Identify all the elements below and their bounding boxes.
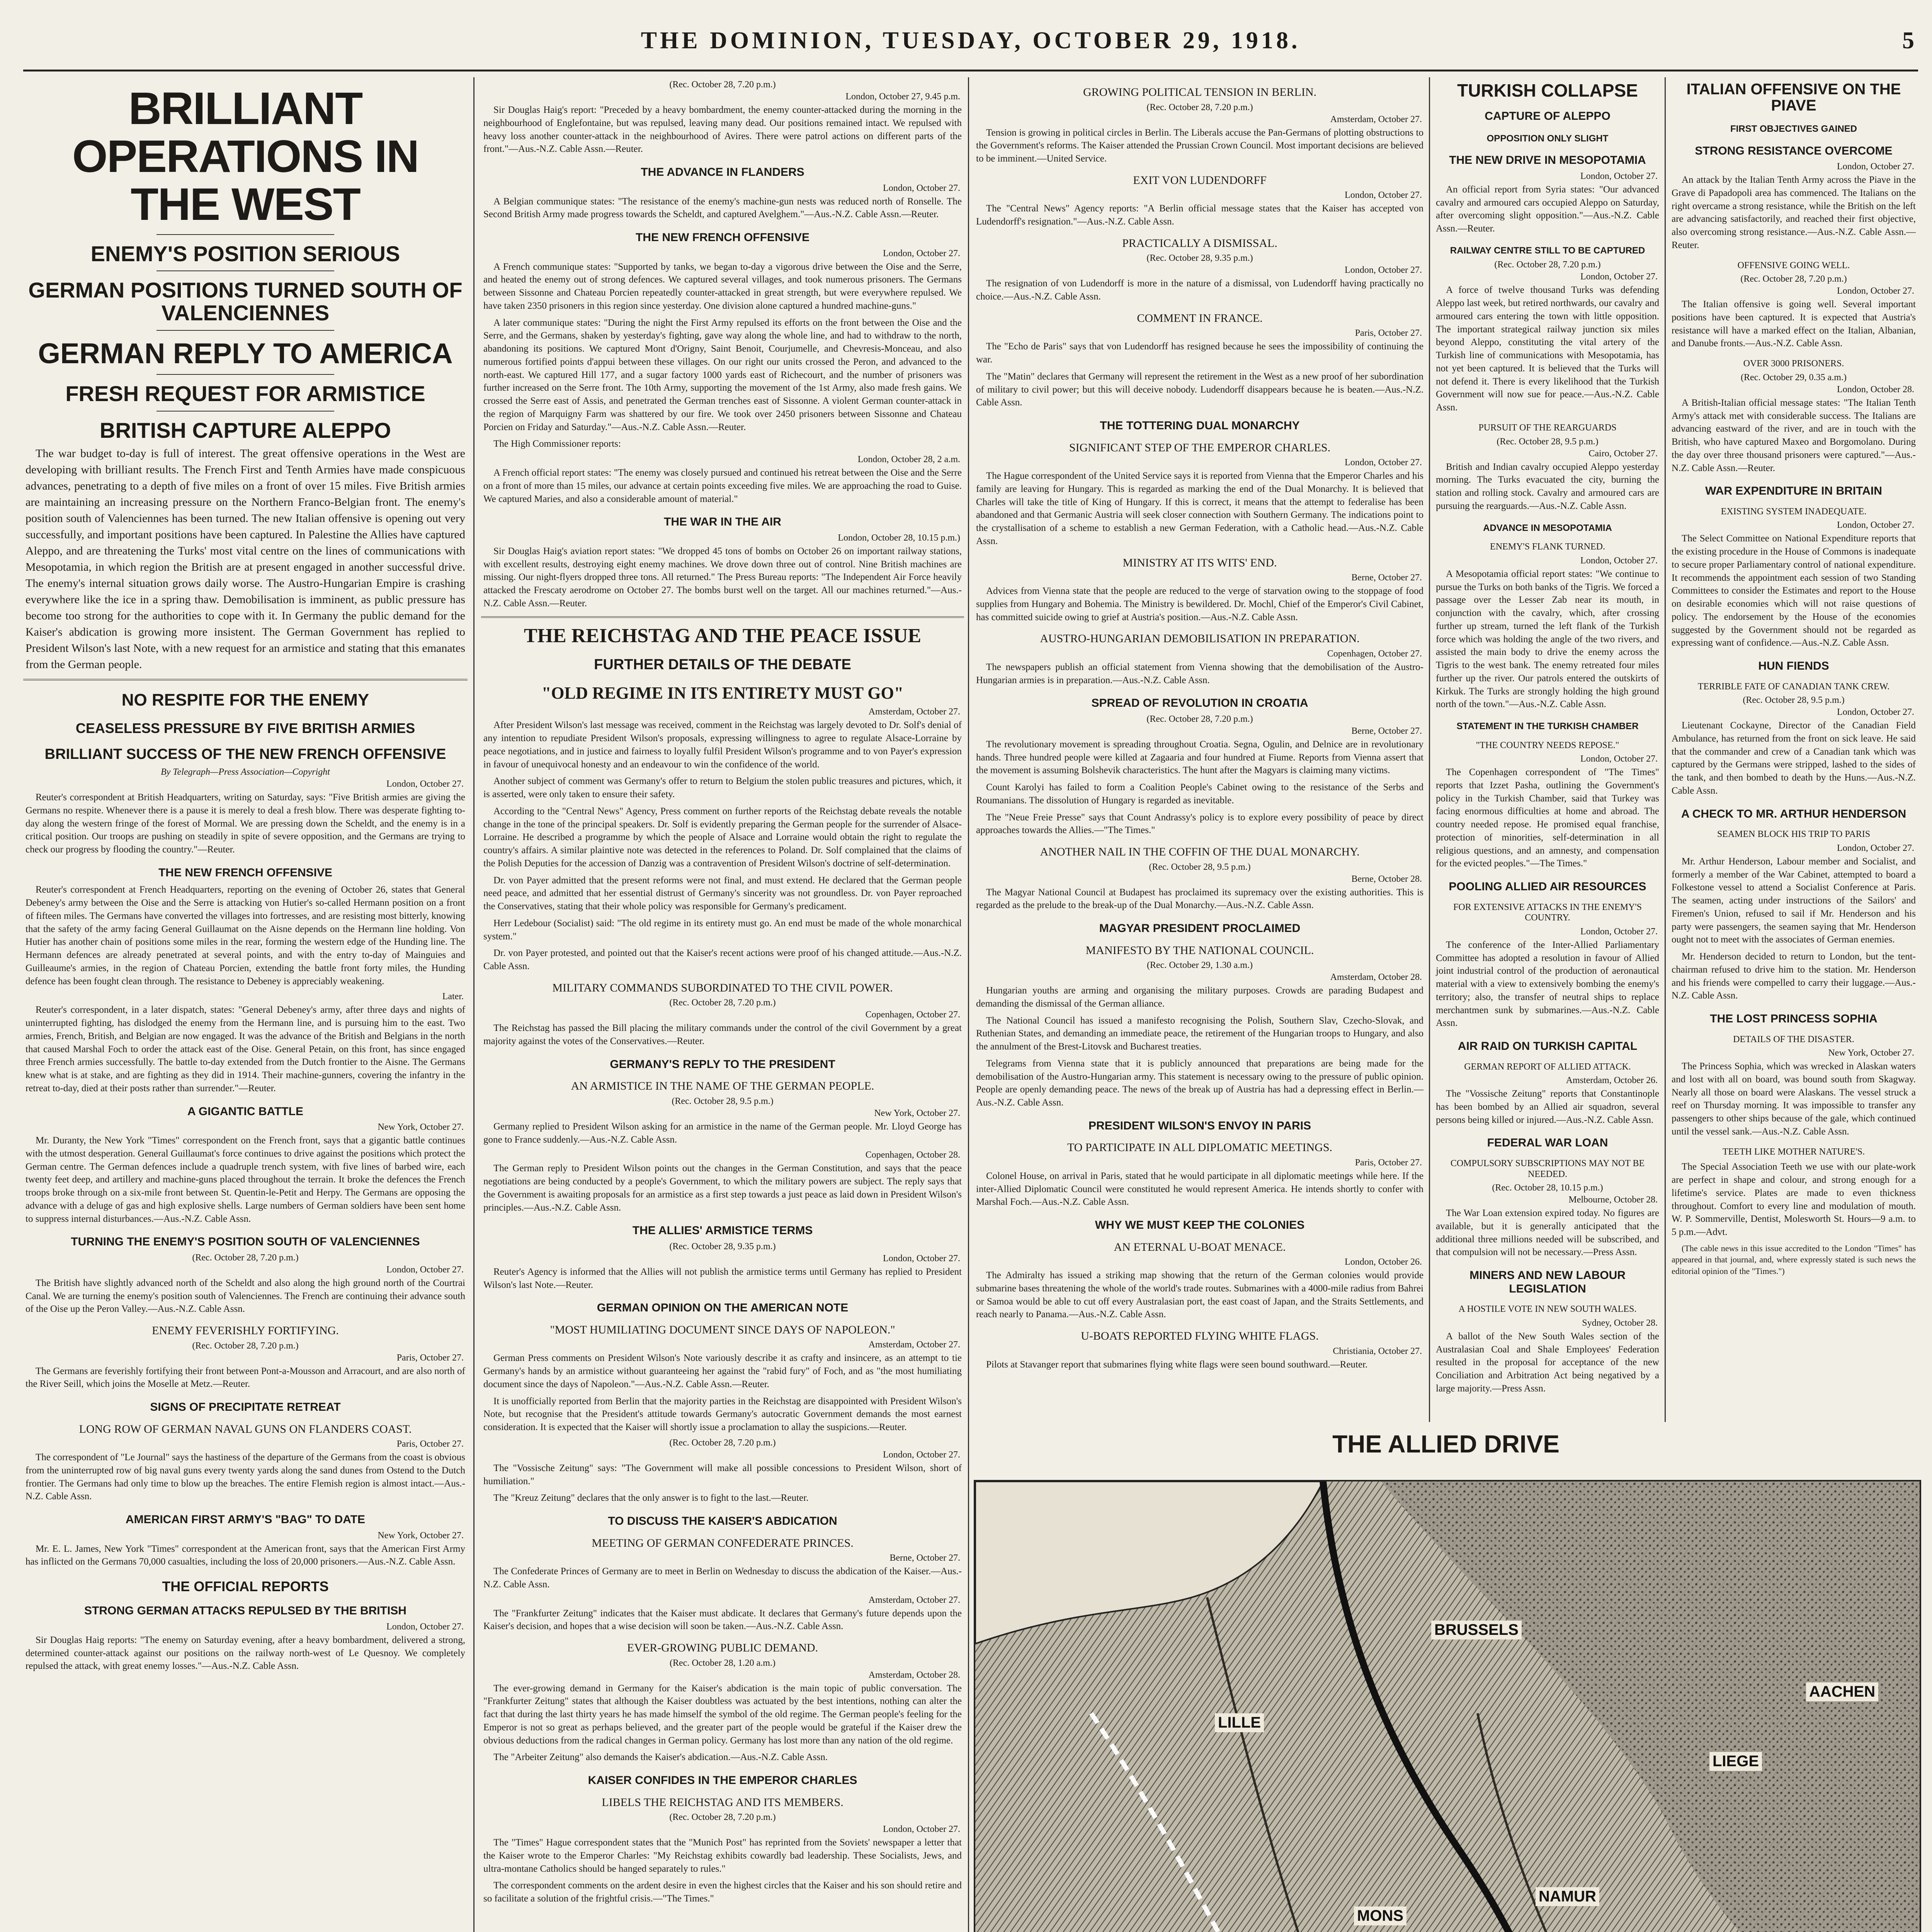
section-heading: HUN FIENDS [1758,660,1829,673]
paragraph: The High Commissioner reports: [493,439,621,449]
section-heading: STRONG GERMAN ATTACKS REPULSED BY THE BRITISH [84,1604,406,1617]
section-heading: LIBELS THE REICHSTAG AND ITS MEMBERS. [602,1796,844,1809]
dateline: London, October 27. [1837,707,1914,718]
masthead [23,23,1918,71]
section-heading: RAILWAY CENTRE STILL TO BE CAPTURED [1450,245,1645,256]
dateline: London, October 28. [1837,384,1914,395]
masthead-title: THE DOMINION, TUESDAY, OCTOBER 29, 1918. [641,27,1301,54]
divider [156,270,334,271]
paragraph: Mr. Duranty, the New York "Times" correspondent on the French front, says that a gigantic battle continues with the utmost desperation. General Guillaumat's force continues to drive against the positions which protect the German centre. The German defences include a quadruple trench system, with five lines of barbed wire, each twenty feet deep, and artillery and machine-guns placed throughout the terrain. It broke the defences the French troops broke through on a six-mile front between St. Quentin-le-Petit and Herpy. The Germans are opposing the advance with a deluge of gas and high explosive shells. Large numbers of German soldiers have been sent home to suppress internal disturbances.—Aus.-N.Z. Cable Assn. [26,1135,465,1224]
dateline: New York, October 27. [378,1530,464,1541]
dateline: London, October 27. [1580,555,1658,566]
column-rule [1665,77,1666,1422]
map-town-label: NAMUR [1536,1887,1599,1906]
paragraph: Hungarian youths are arming and organising the military purposes. Crowds are parading Budapest and demanding the dismissal of the German alliance. [976,985,1423,1009]
section-heading: MAGYAR PRESIDENT PROCLAIMED [1099,922,1301,935]
section-heading: THE OFFICIAL REPORTS [162,1578,329,1595]
section-heading: FIRST OBJECTIVES GAINED [1730,124,1857,134]
section-heading: WAR EXPENDITURE IN BRITAIN [1705,485,1882,498]
paragraph: A British-Italian official message states: "The Italian Tenth Army's attack met with considerable success. The Italians are advancing eastward of the river, and are in touch with the British, who have captured Maxeo and Borgomolano. During the day over three thousand prisoners were captured."—Aus.-N.Z. Cable Assn.—Reuter. [1672,397,1916,473]
received-line: (Rec. October 28, 9.5 p.m.) [1743,695,1845,706]
dateline: Amsterdam, October 28. [868,1670,960,1680]
column-rule [473,77,474,1932]
paragraph: The Princess Sophia, which was wrecked in Alaskan waters and lost with all on board, was bound south from Skagway. Nearly all those on board were Alaskans. The vessel struck a reef on Thursday morning. It was impossible to transfer any passengers to other ships because of the gale, which continued until the vessel sank.—Aus.-N.Z. Cable Assn. [1672,1061,1916,1137]
dateline: London, October 27. [883,1253,960,1264]
dateline: Amsterdam, October 26. [1566,1075,1658,1086]
dateline: London, October 27. [1580,272,1658,282]
paragraph: After President Wilson's last message was received, comment in the Reichstag was largely devoted to Dr. Solf's denial of any intention to repudiate President Wilson's proposals, expressing willingness to agree to regulate Alsace-Lorraine by peace negotiations, and in justice and fairness to loyally fulfil President Wilson's programme and to von Payer's expression in favour of unequivocal honesty and an endeavour to win the confidence of the world. [483,720,962,770]
section-heading: KAISER CONFIDES IN THE EMPEROR CHARLES [588,1774,857,1787]
section-heading: POOLING ALLIED AIR RESOURCES [1449,880,1646,893]
paragraph: Germany replied to President Wilson asking for an armistice in the name of the German people. Mr. Lloyd George has gone to France suddenly.—Aus.-N.Z. Cable Assn. [483,1121,962,1145]
map-town-label: LILLE [1215,1713,1264,1732]
section-heading: EXISTING SYSTEM INADEQUATE. [1721,506,1867,517]
section-heading: TERRIBLE FATE OF CANADIAN TANK CREW. [1697,681,1890,692]
section-heading: THE LOST PRINCESS SOPHIA [1710,1012,1878,1026]
subheadline: GERMAN POSITIONS TURNED SOUTH OF VALENCIENNES [28,278,463,325]
dateline: London, October 27. [1580,171,1658,181]
dateline: London, October 27. [1345,265,1422,276]
dateline: London, October 27. [1345,457,1422,468]
received-line: (Rec. October 28, 7.20 p.m.) [669,80,776,90]
divider [156,411,334,412]
paragraph: The "Kreuz Zeitung" declares that the only answer is to fight to the last.—Reuter. [493,1493,809,1503]
paragraph: The "Neue Freie Presse" says that Count Andrassy's policy is to explore every possibility of peace by direct approaches towards the Allies.—"The Times." [976,812,1423,836]
paragraph: The Italian offensive is going well. Several important positions have been captured. It is expected that Austria's resistance will have a marked effect on the Italian, Albanian, and Danube fronts.—Aus.-N.Z. Cable Assn. [1672,299,1916,349]
received-line: (Rec. October 28, 7.20 p.m.) [192,1252,299,1263]
headline: TURKISH COLLAPSE [1457,80,1638,100]
paragraph: The Hague correspondent of the United Service says it is reported from Vienna that the Emperor Charles and his family are leaving for Hungary. This is regarded as marking the end of the Dual Monarchy. It is believed that Charles will take the title of King of Hungary. If this is correct, it means that the attempt to federalise has been abandoned and that Germanic Austria will seek closer connection with Southern Germany. The indications point to the crystallisation of a scheme to establish a new German Federation, with a Catholic head.—Aus.-N.Z. Cable Assn. [976,471,1423,546]
section-heading: SIGNIFICANT STEP OF THE EMPEROR CHARLES. [1069,441,1331,454]
paragraph: A force of twelve thousand Turks was defending Aleppo last week, but retired northwards, our cavalry and armoured cars entering the town with little opposition. The important strategical railway junction six miles beyond Aleppo, constituting the vital artery of the Turkish line of communications with Mesopotamia, has not yet been captured. It is believed that the Turks will not defend it. There is every likelihood that the Turkish Government will now sue for peace.—Aus.-N.Z. Cable Assn. [1436,285,1659,413]
paragraph: Sir Douglas Haig's aviation report states: "We dropped 45 tons of bombs on October 26 on important railway stations, with excellent results, destroying eight enemy machines. We drove down three out of control. Nine British machines are missing. Our night-flyers dropped three tons. All returned." The Press Bureau reports: "The Independent Air Force heavily attacked the Frescaty aerodrome on October 27. The bombs burst well on the target. All our machines returned."—Aus.-N.Z. Cable Assn.—Reuter. [483,546,962,609]
section-heading: GERMAN REPORT OF ALLIED ATTACK. [1464,1061,1631,1072]
received-line: (Rec. October 28, 10.15 p.m.) [1492,1183,1603,1193]
paragraph: The revolutionary movement is spreading throughout Croatia. Segna, Ogulin, and Delnice are in revolutionary hands. Three hundred people were killed at Zagaaria and four hundred at Fiume. Reports from Vienna assert that the movement is assuming Bolshevik characteristics. The hunt after the Magyars is claiming many victims. [976,739,1423,776]
dateline: London, October 27, 9.45 p.m. [845,92,960,102]
paragraph: The Magyar National Council at Budapest has proclaimed its supremacy over the existing authorities. This is regarded as the prelude to the break-up of the Dual Monarchy.—Aus.-N.Z. Cable Assn. [976,887,1423,911]
paragraph: The ever-growing demand in Germany for the Kaiser's abdication is the main topic of public conversation. The "Frankfurter Zeitung" states that although the Kaiser doubtless was actuated by the best intentions, nothing can alter the fact that during the last thirty years he has made himself the symbol of the old regime. The German people's feeling for the Emperor is not so great as perhaps believed, and the greater part of the people would be grateful if the Kaiser drew the obvious deductions from the radical changes in German policy. Germany has lost more than any nation of the old regime. [483,1683,962,1746]
map-town-label: AACHEN [1806,1682,1878,1701]
section-heading: TO PARTICIPATE IN ALL DIPLOMATIC MEETINGS. [1067,1141,1332,1154]
dateline: London, October 27. [883,1449,960,1460]
headline: BRILLIANT OPERATIONS IN THE WEST [72,83,419,230]
section-heading: THE TOTTERING DUAL MONARCHY [1100,419,1300,432]
dateline: Amsterdam, October 27. [1330,114,1422,124]
paragraph: The Admiralty has issued a striking map showing that the return of the German colonies would provide submarine bases threatening the whole of the world's trade routes. Submarines with a 4000-mile radius from Bahrei or Samoa would be able to cut off every Australasian port, the east coast of Japan, and the Straits Settlements, and reach nearly to Panama.—Aus.-N.Z. Cable Assn. [976,1270,1423,1320]
paragraph: The "Echo de Paris" says that von Ludendorff has resigned because he sees the impossibility of continuing the war. [976,341,1423,365]
section-heading: NO RESPITE FOR THE ENEMY [121,690,369,710]
paragraph: The Select Committee on National Expenditure reports that the existing procedure in the House of Commons is inadequate to secure proper Parliamentary control of national expenditure. It recommends the appointment each session of two Standing Committees to consider the Estimates and report to the House on desirable economies which will not raise questions of policy. The endorsement by the House of the economies suggested by the Government should not be regarded as expressing want of confidence.—Aus.-N.Z. Cable Assn. [1672,533,1916,648]
section-heading: FOR EXTENSIVE ATTACKS IN THE ENEMY'S COUNTRY. [1453,902,1642,923]
received-line: (Rec. October 28, 7.20 p.m.) [669,998,776,1008]
map-town-label: BRUSSELS [1431,1621,1522,1639]
byline: By Telegraph—Press Association—Copyright [161,767,330,777]
section-heading: U-BOATS REPORTED FLYING WHITE FLAGS. [1081,1330,1319,1342]
paragraph: The "Times" Hague correspondent states that the "Munich Post" has reprinted from the Soviets' newspaper a letter that the Kaiser wrote to the Emperor Charles: "My Reichstag exhibits cowardly bad leadership. These Socialists, Jews, and ultra-montane Catholics should be hanged separately to rules." [483,1837,962,1874]
paragraph: Dr. von Payer protested, and pointed out that the Kaiser's recent actions were proof of his changed attitude.—Aus.-N.Z. Cable Assn. [483,948,962,972]
dateline: Berne, October 27. [889,1553,960,1563]
allied-drive-map [974,1480,1921,1932]
section-heading: MEETING OF GERMAN CONFEDERATE PRINCES. [592,1536,854,1549]
section-heading: COMPULSORY SUBSCRIPTIONS MAY NOT BE NEEDED. [1450,1158,1645,1179]
section-heading: TO DISCUSS THE KAISER'S ABDICATION [608,1515,837,1528]
dateline: London, October 27. [1837,286,1914,296]
section-heading: "OLD REGIME IN ITS ENTIRETY MUST GO" [541,683,904,702]
dateline: London, October 27. [386,779,464,789]
section-heading: A GIGANTIC BATTLE [187,1105,303,1118]
column-rule [1429,77,1430,1422]
map-title: THE ALLIED DRIVE [1332,1430,1560,1458]
received-line: (Rec. October 28, 9.35 p.m.) [669,1241,776,1252]
section-heading: EVER-GROWING PUBLIC DEMAND. [627,1641,818,1655]
column-2 [481,77,964,1932]
section-heading: GERMAN OPINION ON THE AMERICAN NOTE [597,1301,849,1315]
paragraph: Another subject of comment was Germany's offer to return to Belgium the stolen public treasures and pictures, which, it is asserted, were only taken to ensure their safety. [483,776,962,800]
paragraph: Herr Ledebour (Socialist) said: "The old regime in its entirety must go. An end must be made of the whole monarchical system." [483,918,962,942]
dateline: London, October 27. [1837,520,1914,531]
dateline: Paris, October 27. [396,1439,464,1449]
section-heading: PRESIDENT WILSON'S ENVOY IN PARIS [1088,1119,1311,1132]
paragraph: A French communique states: "Supported by tanks, we began to-day a vigorous drive between the Oise and the Serre, and heated the enemy out of strong defences. We captured several villages, and took numerous prisoners. The Germans between Sissonne and Chateau Porcien repeatedly counter-attacked in great strength, but were everywhere repulsed. We have taken 2350 prisoners in this region since yesterday. One division alone captured a hundred machine-guns." [483,261,962,311]
dateline: Amsterdam, October 27. [868,1340,960,1350]
section-heading: WHY WE MUST KEEP THE COLONIES [1095,1219,1305,1231]
section-heading: AUSTRO-HUNGARIAN DEMOBILISATION IN PREPARATION. [1040,632,1360,645]
paragraph: Reuter's correspondent, in a later dispatch, states: "General Debeney's army, after three days and nights of uninterrupted fighting, has dislodged the enemy from the Hermann line, and is pursuing him to the east. Two armies, French, British, and Belgian are now engaged. It was the advance of the British and Belgians in the north that caused Marshal Foch to order the attack east of the Oise. General Petain, on this front, has since engaged three French armies successfully. The battle to-day extended from the Dutch frontier to the Aisne. The Germans knew what is at stake, and are fighting as they did in 1914. Their machine-gunners, covering the infantry in the retreat to-day, died at their posts rather than surrender."—Reuter. [26,1005,465,1094]
dateline: Berne, October 27. [1351,726,1422,736]
paragraph: A Belgian communique states: "The resistance of the enemy's machine-gun nests was reduced north of Ronselle. The Second British Army made progress towards the Scheldt, and captured Avelghem."—Aus.-N.Z. Cable Assn.—Reuter. [483,196,962,220]
dateline: Amsterdam, October 27. [868,1595,960,1605]
section-heading: MANIFESTO BY THE NATIONAL COUNCIL. [1085,944,1314,957]
dateline: Amsterdam, October 28. [1330,972,1422,982]
section-heading: ANOTHER NAIL IN THE COFFIN OF THE DUAL MONARCHY. [1040,845,1360,858]
paragraph: The correspondent comments on the ardent desire in even the highest circles that the Kaiser and his son should retire and so facilitate a solution of the frightful crisis.—"The Times." [483,1880,962,1904]
dateline: Amsterdam, October 27. [868,707,960,717]
dateline: Cairo, October 27. [1588,448,1658,459]
dateline: New York, October 27. [378,1122,464,1133]
paragraph: Reuter's correspondent at French Headquarters, reporting on the evening of October 26, states that General Debeney's army between the Oise and the Serre is attacking von Hutier's so-called Hermann position on a front of fifteen miles. The Germans have converted the villages into fortresses, and are resisting most bitterly, knowing that the safety of the army facing General Guillaumat on the Aisne depends on the Hermann line holding. Von Hutier has another chain of positions some miles in the rear, forming the western edge of the Hunding line. The Hermann defences are already penetrated at several points, and with the entry to-day of Mainguies and Guilleaume's armies, in the region of Chateau Porcien, extending the battle front forty miles, the Hunding defence has been fought clean through. The resistance to Debeney is appreciably weakening. [26,884,465,986]
section-heading: BRILLIANT SUCCESS OF THE NEW FRENCH OFFENSIVE [44,746,446,763]
paragraph: The Copenhagen correspondent of "The Times" reports that Izzet Pasha, outlining the Government's policy in the Turkish Chamber, said that Turkey was facing enormous difficulties at home and abroad. The country needed repose. He promised equal franchise, protection of minorities, self-determination in all religious questions, and an amnesty, and compensation for the evicted peoples."—The Times." [1436,767,1659,869]
paragraph: Sir Douglas Haig reports: "The enemy on Saturday evening, after a heavy bombardment, delivered a strong, determined counter-attack against our positions on the railway north-west of Le Quesnoy. We completely repulsed the attack, with great enemy losses."—Aus.-N.Z. Cable Assn. [26,1634,465,1672]
paragraph: The "Central News" Agency reports: "A Berlin official message states that the Kaiser has accepted von Ludendorff's resignation."—Aus.-N.Z. Cable Assn. [976,203,1423,227]
section-heading: CEASELESS PRESSURE BY FIVE BRITISH ARMIES [75,720,415,736]
received-line: (Rec. October 28, 7.20 p.m.) [1146,714,1253,724]
paragraph: According to the "Central News" Agency, Press comment on further reports of the Reichstag debate reveals the notable change in the tone of the principal speakers. Dr. Solf is evidently preparing the German people for the surrender of Alsace-Lorraine. He described a programme by which the people of Alsace and Lorraine would obtain the right to regulate the country's affairs. A similar plaintive note was detected in the references to Poland. Dr. Solf complained that the claims of the Polish Deputies for the accession of Danzig was a contravention of President Wilson's doctrine of self-determination. [483,806,962,869]
section-heading: THE ALLIES' ARMISTICE TERMS [632,1224,813,1237]
dateline: Copenhagen, October 28. [865,1150,960,1160]
divider [156,374,334,375]
divider [156,234,334,235]
lead-paragraph: The war budget to-day is full of interest. The great offensive operations in the West are developing with brilliant results. The French First and Tenth Armies have made conspicuous advances, penetrating to a depth of five miles on a front of over 15 miles. Five British armies are maintaining an increasing pressure on the Northern Franco-Belgian front. The enemy's position south of Valenciennes has been turned. The new Italian offensive is opening out very successfully, and important positions have been captured. In Palestine the Allies have captured Aleppo, and are threatening the Turks' most vital centre on the lines of communications with Mesopotamia, in which region the British are at present engaged in another successful drive. The enemy's internal situation grows daily worse. The Austro-Hungarian Empire is crashing everywhere like the ice in a spring thaw. Demobilisation is imminent, as public pressure has become too strong for the authorities to cope with it. In Germany the public demand for the Kaiser's abdication is growing more insistent. The German Government has replied to President Wilson's last Note, with a new request for an armistice and stating that this emanates from the German people. [26,447,465,671]
divider [481,616,964,618]
divider [23,679,468,680]
dateline: London, October 28, 2 a.m. [857,454,960,464]
section-heading: AIR RAID ON TURKISH CAPITAL [1458,1040,1638,1053]
paragraph: Telegrams from Vienna state that it is publicly announced that preparations are being made for the demobilisation of the Austro-Hungarian army. This statement is necessary owing to the pressure of public opinion. People are openly demanding peace. The news of the break up of Austria has had a depressing effect in Berlin.—Aus.-N.Z. Cable Assn. [976,1058,1423,1108]
dateline: London, October 27. [883,183,960,193]
paragraph: British and Indian cavalry occupied Aleppo yesterday morning. The Turks evacuated the city, burning the station and rolling stock. Cavalry and armoured cars are pursuing the rearguards.—Aus.-N.Z. Cable Assn. [1436,461,1659,511]
paragraph: The "Vossische Zeitung" says: "The Government will make all possible concessions to President Wilson, short of humiliation." [483,1463,962,1486]
dateline: London, October 27. [386,1264,464,1275]
dateline: Melbourne, October 28. [1568,1195,1658,1205]
received-line: (Rec. October 29, 0.35 a.m.) [1741,372,1847,383]
section-heading: ADVANCE IN MESOPOTAMIA [1483,522,1612,533]
section-heading: OPPOSITION ONLY SLIGHT [1486,133,1609,144]
paragraph: Dr. von Payer admitted that the present reforms were not final, and must extend. He declared that the German people need peace, and admitted that her essential distrust of Germany's sincerity was not groundless. Dr. von Payer reproached the Conservatives, stating that their whole policy was responsible for Germany's predicament. [483,875,962,912]
paragraph: The resignation of von Ludendorff is more in the nature of a dismissal, von Ludendorff having practically no choice.—Aus.-N.Z. Cable Assn. [976,278,1423,302]
received-line: (Rec. October 28, 7.20 p.m.) [1494,260,1601,270]
section-heading: OVER 3000 PRISONERS. [1743,359,1844,369]
received-line: (Rec. October 28, 9.5 p.m.) [1149,862,1251,872]
column-3 [974,77,1426,1476]
section-heading: FEDERAL WAR LOAN [1487,1136,1608,1150]
paragraph: The National Council has issued a manifesto recognising the Polish, Southern Slav, Czecho-Slovak, and Ruthenian States, and demanding an immediate peace, the retirement of the Hungarian troops to Hungary, and also the annulment of the Brest-Litovsk and Bucharest treaties. [976,1015,1423,1052]
section-heading: THE WAR IN THE AIR [664,515,781,529]
received-line: (Rec. October 28, 9.5 p.m.) [1497,436,1599,447]
paragraph: The "Frankfurter Zeitung" indicates that the Kaiser must abdicate. It declares that Germany's future depends upon the Kaiser's decision, and hopes that a wise decision will soon be taken.—Aus.-N.Z. Cable Assn. [483,1608,962,1632]
paragraph: An official report from Syria states: "Our advanced cavalry and armoured cars occupied Aleppo on Saturday, after overcoming slight opposition."—Aus.-N.Z. Cable Assn.—Reuter. [1436,184,1659,234]
section-heading: SIGNS OF PRECIPITATE RETREAT [150,1401,341,1414]
dateline: New York, October 27. [1828,1048,1914,1058]
paragraph: The Special Association Teeth we use with our plate-work are perfect in shape and colour, and strong enough for a lifetime's service. Plates are made to even thickness throughout. Comfort to every line and modulation of mouth. W. P. Sommerville, Dentist, Molesworth St. Hours—9 a.m. to 5 p.m.—Advt. [1672,1162,1916,1237]
dateline: London, October 26. [1345,1257,1422,1267]
section-heading: FURTHER DETAILS OF THE DEBATE [594,656,851,673]
column-5 [1669,77,1918,1476]
section-heading: PRACTICALLY A DISMISSAL. [1122,236,1277,250]
section-heading: STATEMENT IN THE TURKISH CHAMBER [1456,721,1639,732]
paragraph: The correspondent of "Le Journal" says the hastiness of the departure of the Germans from the coast is obvious from the uninterrupted row of big naval guns every twenty yards along the sand dunes from Ostend to the Dutch frontier. The Germans had only time to blow up the breaches. The entire Flemish region is almost intact.—Aus.-N.Z. Cable Assn. [26,1452,465,1502]
paragraph: Advices from Vienna state that the people are reduced to the verge of starvation owing to the stoppage of food supplies from Hungary and Bohemia. The Ministry is bewildered. Dr. Mochl, Chief of the Emperor's Civil Cabinet, has committed suicide owing to grief at Austria's position.—Aus.-N.Z. Cable Assn. [976,586,1423,622]
dateline: London, October 27. [883,248,960,259]
dateline: Christiania, October 27. [1333,1346,1422,1356]
section-heading: GERMANY'S REPLY TO THE PRESIDENT [610,1058,835,1071]
section-heading: TURNING THE ENEMY'S POSITION SOUTH OF VALENCIENNES [71,1235,420,1248]
column-1 [23,77,468,1932]
paragraph: Tension is growing in political circles in Berlin. The Liberals accuse the Pan-Germans of plotting obstructions to the Government's reforms. The Kaiser attended the Prussian Crown Council. Most important decisions are believed to be imminent.—United Service. [976,127,1423,164]
dateline: London, October 27. [1580,926,1658,937]
section-heading: ENEMY'S FLANK TURNED. [1490,542,1605,552]
dateline: Berne, October 27. [1351,573,1422,583]
map-graphic [975,1481,1920,1932]
received-line: (Rec. October 28, 7.20 p.m.) [1146,102,1253,112]
paragraph: A French official report states: "The enemy was closely pursued and continued his retreat between the Oise and the Serre on a front of more than 15 miles, our advance at certain points exceeding five miles. We are approaching the road to Guise. We captured Maries, and also a considerable amount of material." [483,468,962,504]
headline: THE REICHSTAG AND THE PEACE ISSUE [524,624,922,647]
section-heading: "THE COUNTRY NEEDS REPOSE." [1476,740,1619,750]
map-town-label: LIEGE [1709,1752,1762,1771]
received-line: (Rec. October 28, 1.20 a.m.) [670,1658,776,1668]
column-rule [968,77,969,1932]
dateline: New York, October 27. [874,1108,960,1118]
section-heading: MILITARY COMMANDS SUBORDINATED TO THE CIVIL POWER. [552,981,893,994]
dateline: Paris, October 27. [1355,1157,1422,1168]
received-line: (Rec. October 28, 9.35 p.m.) [1146,253,1253,264]
section-heading: PURSUIT OF THE REARGUARDS [1478,422,1617,433]
dateline: Copenhagen, October 27. [1327,648,1422,659]
column-4 [1434,77,1662,1476]
map-town-label: MONS [1354,1906,1406,1925]
section-heading: GROWING POLITICAL TENSION IN BERLIN. [1083,86,1317,99]
section-heading: EXIT VON LUDENDORFF [1133,173,1267,187]
section-heading: LONG ROW OF GERMAN NAVAL GUNS ON FLANDERS COAST. [79,1422,412,1435]
dateline: Paris, October 27. [1355,328,1422,338]
section-heading: MINERS AND NEW LABOUR LEGISLATION [1469,1269,1626,1295]
page-number: 5 [1902,27,1914,54]
section-heading: DETAILS OF THE DISASTER. [1733,1034,1854,1044]
paragraph: Sir Douglas Haig's report: "Preceded by a heavy bombardment, the enemy counter-attacked during the morning in the neighbourhood of Englefontaine, but was repulsed, leaving many dead. Our positions remained intact. We repulsed with heavy loss another counter-attack in the neighbourhood of Avires. There were patrol actions on different parts of the front."—Aus.-N.Z. Cable Assn.—Reuter. [483,105,962,155]
section-heading: ENEMY FEVERISHLY FORTIFYING. [152,1324,339,1337]
dateline: Berne, October 28. [1351,874,1422,884]
section-heading: THE NEW FRENCH OFFENSIVE [635,231,810,244]
paragraph: The War Loan extension expired today. No figures are available, but it is generally anticipated that the additional three millions needed will be subscribed, and that compulsion will not be necessary.—Press Assn. [1436,1208,1659,1258]
paragraph: Count Karolyi has failed to form a Coalition People's Cabinet owing to the resistance of the Serbs and Roumanians. The dissolution of Hungary is regarded as inevitable. [976,782,1423,806]
paragraph: A later communique states: "During the night the First Army repulsed its efforts on the front between the Oise and the Serre, and the Germans, shaken by yesterday's fighting, gave way along the whole line, and had to withdraw to the north, abandoning its positions. We captured Mont d'Origny, Saint Benoit, Courjumelle, and Chevresis-Monceau, and also numerous fortified points d'appui between these villages. On our right our units crossed the Peron, and advanced to the north-east. We captured Hill 177, and a sugar factory 1000 yards east of Richecourt, and the number of prisoners was further increased on the Serre front. The 10th Army, supporting the movement of the 1st Army, also made fresh gains. We crossed the Serre east of Assis, and penetrated the German trenches east of Sissonne. A violent German counter-attack in the region of Marquigny Farm was shattered by our fire. We took over 2450 prisoners between Sissonne and Chateau Porcien on Friday and Saturday."—Aus.-N.Z. Cable Assn.—Reuter. [483,317,962,432]
subheadline: GERMAN REPLY TO AMERICA [38,337,453,370]
paragraph: The "Matin" declares that Germany will represent the retirement in the West as a new proof of her subordination of military to civil power; but this will deceive nobody. Ludendorff disappears because he is beaten.—Aus.-N.Z. Cable Assn. [976,371,1423,408]
paragraph: A ballot of the New South Wales section of the Australasian Coal and Shale Employees' Federation resulted in the proposal for acceptance of the new Conciliation and Arbitration Act being negatived by a large majority.—Press Assn. [1436,1331,1659,1394]
paragraph: The newspapers publish an official statement from Vienna showing that the demobilisation of the Austro-Hungarian armies is in preparation.—Aus.-N.Z. Cable Assn. [976,662,1423,685]
section-heading: STRONG RESISTANCE OVERCOME [1695,144,1893,157]
paragraph: Reuter's Agency is informed that the Allies will not publish the armistice terms until Germany has replied to President Wilson's last Note.—Reuter. [483,1266,962,1290]
section-heading: COMMENT IN FRANCE. [1137,311,1263,325]
paragraph: The British have slightly advanced north of the Scheldt and also along the high ground north of the Courtrai Canal. We are turning the enemy's position south of Valenciennes. The French are continuing their advance south of the Oise up the Peron Valley.—Aus.-N.Z. Cable Assn. [26,1277,465,1315]
paragraph: German Press comments on President Wilson's Note variously describe it as crafty and insincere, as an attempt to tie Germany's hands by an armistice without guaranteeing her against the "rabid fury" of Foch, and as "the most humiliating document since the days of Napoleon."—Aus.-N.Z. Cable Assn.—Reuter. [483,1353,962,1389]
paragraph: It is unofficially reported from Berlin that the majority parties in the Reichstag are disappointed with President Wilson's Note, but recognise that the President's attitude towards Germany's autocratic Government demands the most earnest consideration. It is expected that the Kaiser will shortly issue a proclamation to allay the suspicions.—Reuter. [483,1396,962,1433]
paragraph: A Mesopotamia official report states: "We continue to pursue the Turks on both banks of the Tigris. We forced a passage over the Lesser Zab near its mouth, in conjunction with the cavalry, which, after crossing further up stream, turned the left flank of the Turkish force which was holding the angle of the two rivers, and assisted the main body to drive the enemy across the Tigris to the west bank. The enemy retreated four miles further up the river. Our patrols entered the outskirts of Kirkuk. The Turks are strongly holding the high ground north of the town."—Aus.-N.Z. Cable Assn. [1436,568,1659,710]
received-line: (Rec. October 28, 7.20 p.m.) [669,1812,776,1823]
section-heading: A CHECK TO MR. ARTHUR HENDERSON [1681,807,1906,820]
dateline: Copenhagen, October 27. [865,1010,960,1020]
section-heading: TEETH LIKE MOTHER NATURE'S. [1722,1146,1865,1157]
paragraph: Mr. Arthur Henderson, Labour member and Socialist, and formerly a member of the War Cabinet, attempted to board a Folkestone vessel to attend a Socialist Conference at Paris. The seamen, acting under instructions of the Sailors' and Firemen's Union, refused to sail if Mr. Henderson and his party were passengers, the seamen saying that Mr. Henderson ought not to meet with the associates of German enemies. [1672,856,1916,945]
dateline: Paris, October 27. [396,1352,464,1363]
dateline: London, October 28, 10.15 p.m.) [838,532,960,543]
section-heading: SPREAD OF REVOLUTION IN CROATIA [1091,697,1308,710]
received-line: (Rec. October 28, 7.20 p.m.) [1740,274,1847,284]
paragraph: The "Arbeiter Zeitung" also demands the Kaiser's abdication.—Aus.-N.Z. Cable Assn. [493,1752,828,1763]
received-line: (Rec. October 28, 7.20 p.m.) [192,1340,299,1351]
received-line: (Rec. October 28, 7.20 p.m.) [669,1437,776,1448]
dateline: Later. [442,992,464,1002]
section-heading: AN ARMISTICE IN THE NAME OF THE GERMAN PEOPLE. [571,1080,874,1093]
paragraph: Colonel House, on arrival in Paris, stated that he would participate in all diplomatic meetings while here. If the inter-Allied Diplomatic Council were constituted he would represent America. He intends shortly to confer with Marshal Foch.—Aus.-N.Z. Cable Assn. [976,1170,1423,1208]
section-heading: THE ADVANCE IN FLANDERS [641,166,804,179]
paragraph: Pilots at Stavanger report that submarines flying white flags were seen bound southward.—Reuter. [986,1359,1368,1370]
paragraph: The Germans are feverishly fortifying their front between Pont-a-Mousson and Arracourt, and are also north of the River Seill, which joins the Moselle at Metz.—Reuter. [26,1366,465,1389]
divider [156,330,334,331]
paragraph: The Reichstag has passed the Bill placing the military commands under the control of the civil Government by a great majority against the votes of the Conservatives.—Reuter. [483,1023,962,1047]
section-heading: THE NEW FRENCH OFFENSIVE [158,866,332,879]
subheadline: BRITISH CAPTURE ALEPPO [100,418,391,442]
paragraph: An attack by the Italian Tenth Army across the Piave in the Grave di Papadopoli area has commenced. The Italians on the right overcame a strong resistance, while the British on the left are advancing satisfactorily, and reached their first objective, also overcoming strong resistance.—Aus.-N.Z. Cable Assn.—Reuter. [1672,175,1916,250]
section-heading: AN ETERNAL U-BOAT MENACE. [1114,1240,1286,1253]
paragraph: The Confederate Princes of Germany are to meet in Berlin on Wednesday to discuss the abdication of the Kaiser.—Aus.-N.Z. Cable Assn. [483,1566,962,1590]
dateline: London, October 27. [386,1621,464,1632]
section-heading: CAPTURE OF ALEPPO [1485,110,1611,123]
dateline: London, October 27. [1580,754,1658,764]
paragraph: Lieutenant Cockayne, Director of the Canadian Field Ambulance, has returned from the front on sick leave. He said that the commander and crew of a Canadian tank which was captured by the Germans were stripped, lashed to the sides of the tank, and then bombed to death by the Huns.—Aus.-N.Z. Cable Assn. [1672,720,1916,796]
paragraph: Mr. E. L. James, New York "Times" correspondent at the American front, says that the American First Army has inflicted on the Germans 70,000 casualties, including the loss of 20,000 prisoners.—Aus.-N.Z. Cable Assn. [26,1543,465,1567]
paragraph: (The cable news in this issue accredited to the London "Times" has appeared in that journal, and, where expressly stated is such news the editorial opinion of the "Times.") [1672,1243,1916,1276]
subheadline: ENEMY'S POSITION SERIOUS [90,241,400,266]
received-line: (Rec. October 29, 1.30 a.m.) [1147,960,1253,970]
section-heading: OFFENSIVE GOING WELL. [1737,260,1850,270]
section-heading: "MOST HUMILIATING DOCUMENT SINCE DAYS OF NAPOLEON." [550,1323,895,1336]
dateline: London, October 27. [883,1824,960,1835]
dateline: London, October 27. [1345,190,1422,201]
subheadline: FRESH REQUEST FOR ARMISTICE [65,381,425,406]
dateline: Sydney, October 28. [1582,1318,1658,1328]
paragraph: Reuter's correspondent at British Headquarters, writing on Saturday, says: "Five British armies are giving the Germans no respite. Whenever there is a pause it is merely to deal a fresh blow. There was desperate fighting to-day along the western fringe of the forest of Mormal. We are pressing down the Scheldt, and the enemy is in a critical position. Our troops are pushing on steadily in spite of severe opposition, and the Germans are trying to check our progress by flooding the country."—Reuter. [26,792,465,855]
headline: ITALIAN OFFENSIVE ON THE PIAVE [1686,81,1901,114]
dateline: London, October 27. [1837,162,1914,172]
received-line: (Rec. October 28, 9.5 p.m.) [672,1096,774,1106]
section-heading: THE NEW DRIVE IN MESOPOTAMIA [1449,154,1646,167]
paragraph: The German reply to President Wilson points out the changes in the German Constitution, and says that the peace negotiations are being conducted by a people's Government, to which the military powers are subject. The reply says that the Government is awaiting proposals for an armistice as a first step towards a just peace as laid down in President Wilson's principles.—Aus.-N.Z. Cable Assn. [483,1163,962,1213]
paragraph: Mr. Henderson decided to return to London, but the tent-chairman refused to drive him to the station. Mr. Henderson and his friends were compelled to carry their luggage.—Aus.-N.Z. Cable Assn. [1672,951,1916,1001]
section-heading: A HOSTILE VOTE IN NEW SOUTH WALES. [1458,1304,1637,1315]
dateline: London, October 27. [1837,843,1914,853]
paragraph: The "Vossische Zeitung" reports that Constantinople has been bombed by an Allied air squadron, several persons being killed or injured.—Aus.-N.Z. Cable Assn. [1436,1088,1659,1125]
section-heading: AMERICAN FIRST ARMY'S "BAG" TO DATE [125,1513,366,1526]
paragraph: The conference of the Inter-Allied Parliamentary Committee has adopted a resolution in favour of Allied joint industrial control of the production of aeronautical material with a view to extensively bombing the enemy's territory; also, the transfer of neutral ships to replace merchantmen sunk by submarines.—Aus.-N.Z. Cable Assn. [1436,939,1659,1029]
section-heading: SEAMEN BLOCK HIS TRIP TO PARIS [1717,829,1871,840]
section-heading: MINISTRY AT ITS WITS' END. [1122,556,1277,569]
